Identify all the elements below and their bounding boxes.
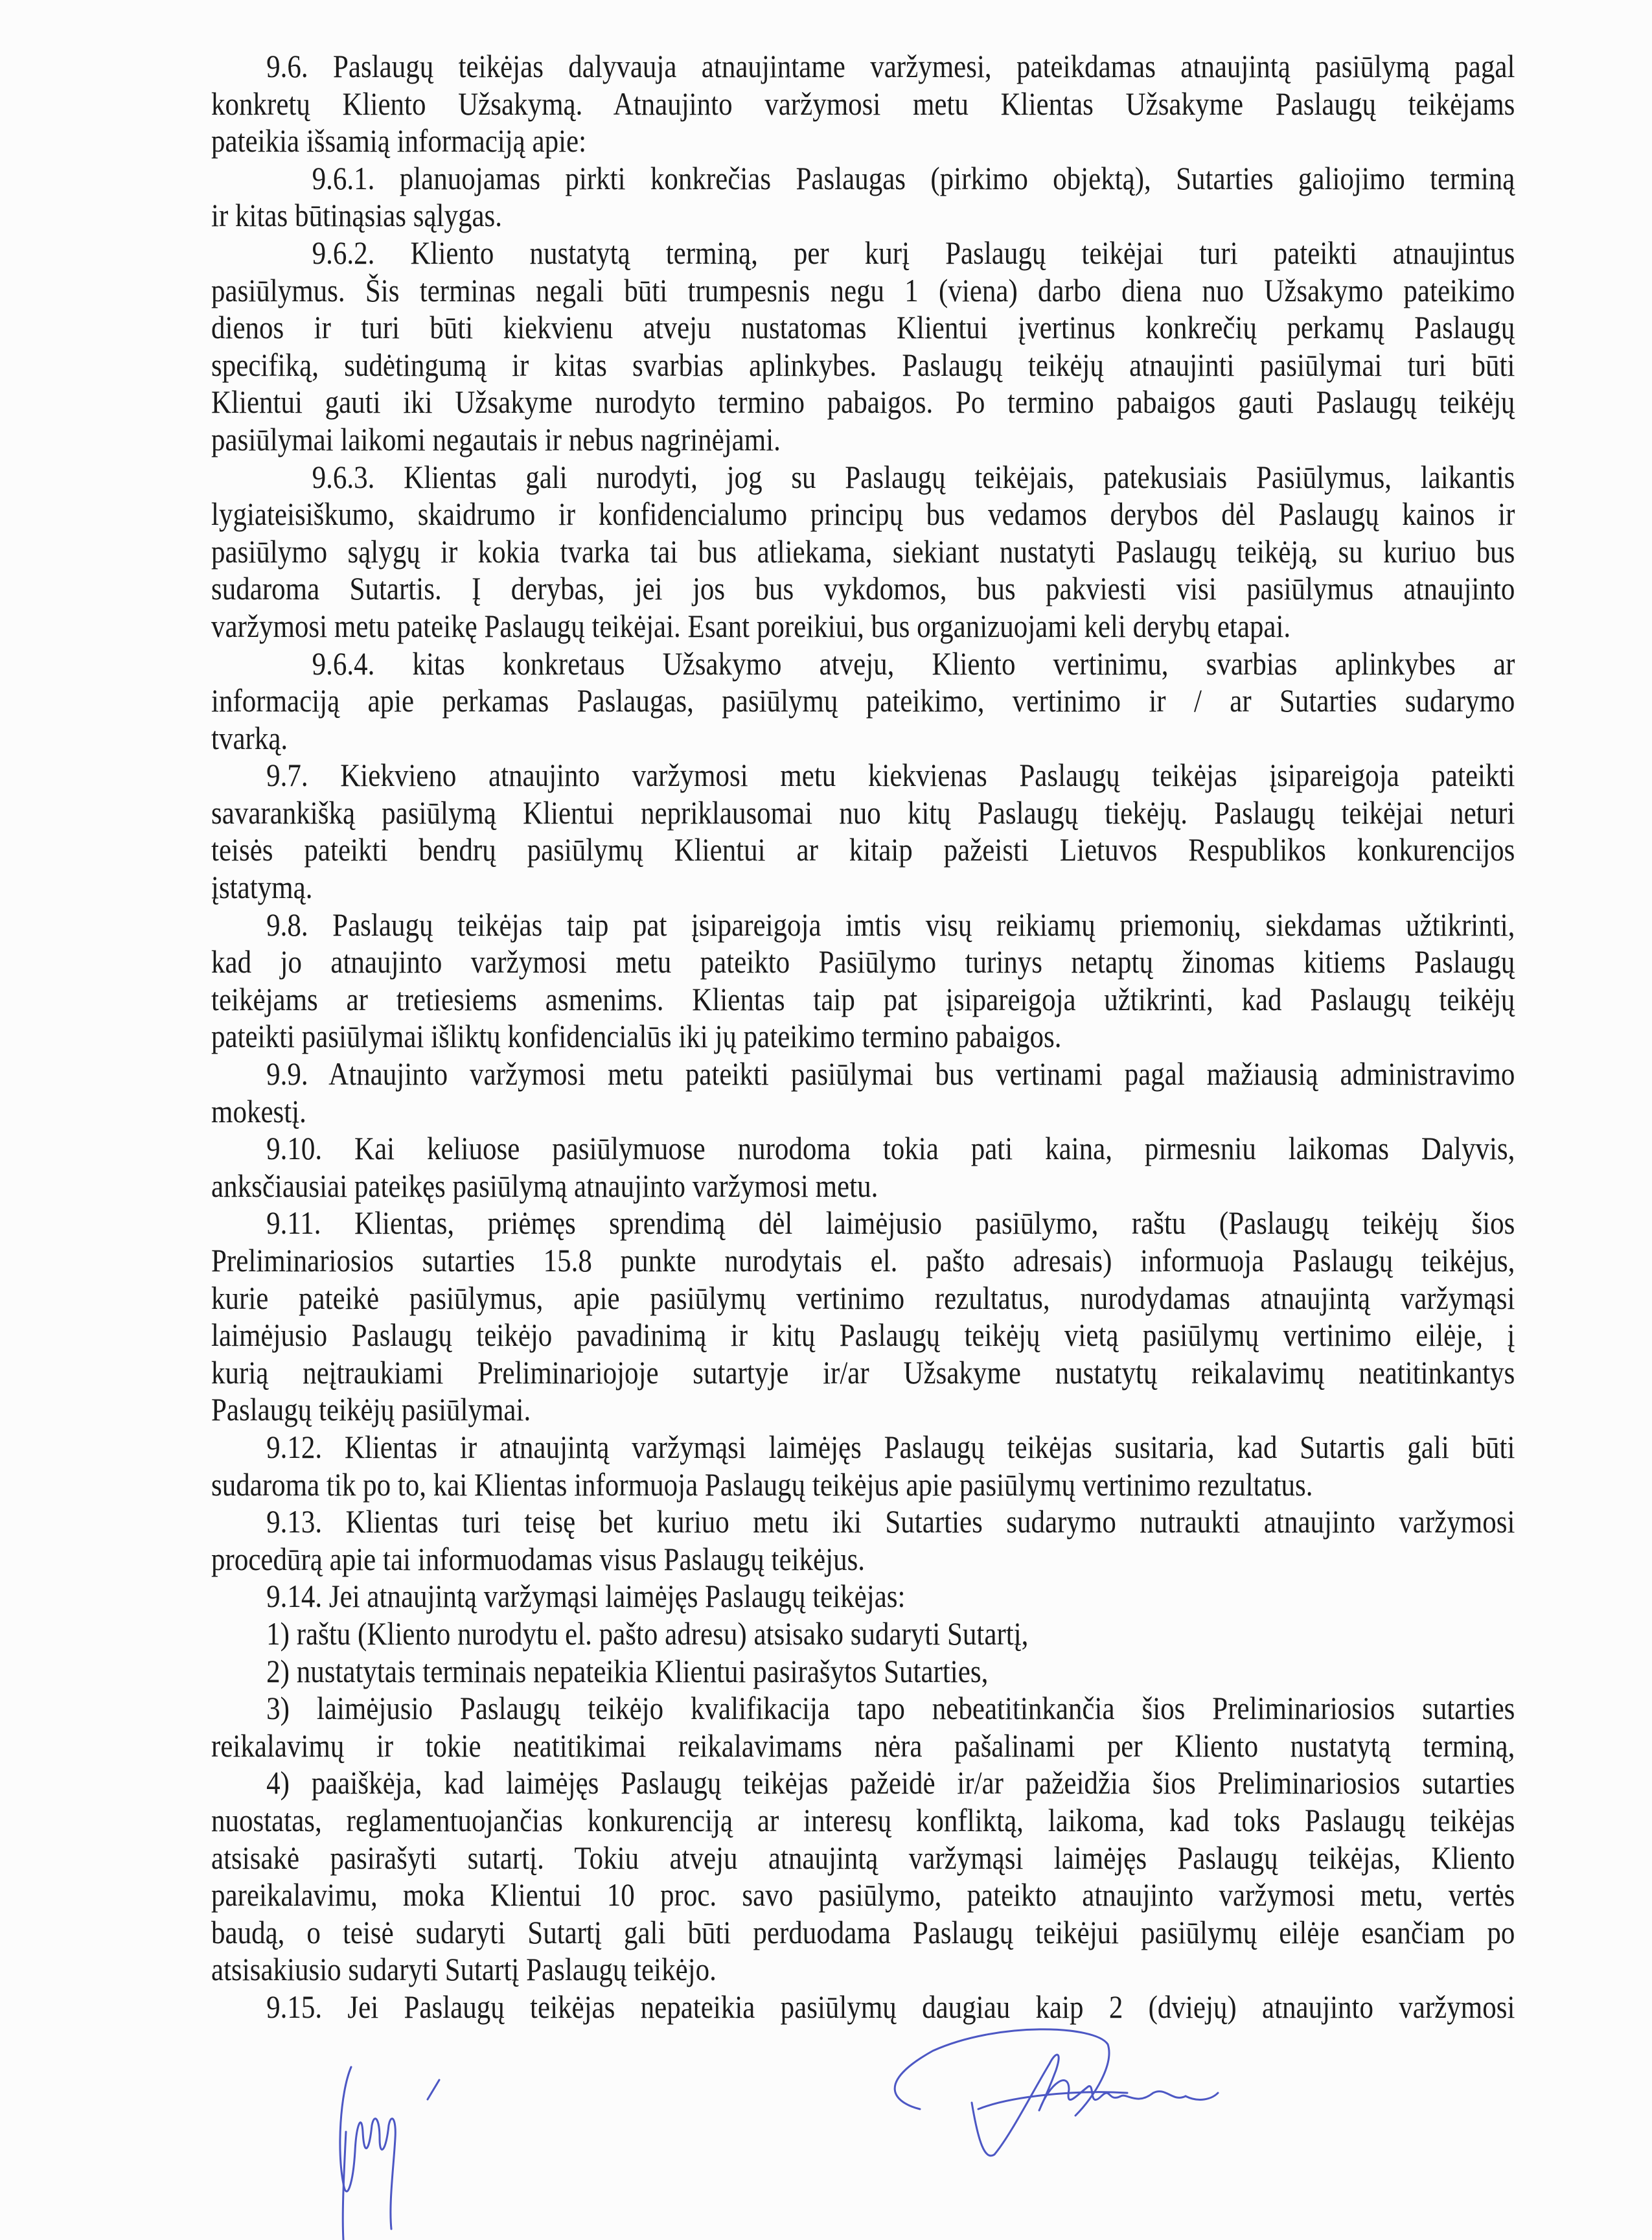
text-line: pasiūlymai laikomi negautais ir nebus nagrinėjami. xyxy=(211,421,781,457)
clause-paragraph xyxy=(211,1578,1515,1615)
text-line: laimėjusio Paslaugų teikėjo pavadinimą ir kitų Paslaugų teikėjų vietą pasiūlymų vertinimo eilėje, į xyxy=(211,1317,1515,1354)
clause-paragraph xyxy=(211,48,1515,160)
clause-paragraph xyxy=(211,1653,1515,1691)
text-line: 9.6.4. kitas konkretaus Užsakymo atveju, Kliento vertinimu, svarbias aplinkybes ar xyxy=(312,645,1515,682)
text-line: 9.12. Klientas ir atnaujintą varžymąsi laimėjęs Paslaugų teikėjas susitaria, kad Sutartis gali būti xyxy=(266,1428,1515,1465)
text-line: procedūrą apie tai informuodamas visus Paslaugų teikėjus. xyxy=(211,1540,866,1577)
text-line: tvarką. xyxy=(211,719,288,756)
text-line: 9.7. Kiekvieno atnaujinto varžymosi metu kiekvienas Paslaugų teikėjas įsipareigoja pateikti xyxy=(266,757,1515,794)
text-line: 9.13. Klientas turi teisę bet kuriuo metu iki Sutarties sudarymo nutraukti atnaujinto varžymosi xyxy=(266,1503,1515,1540)
text-line: dienos ir turi būti kiekvienu atveju nustatomas Klientui įvertinus konkrečių perkamų Paslaugų xyxy=(211,309,1515,346)
clause-paragraph xyxy=(211,1429,1515,1503)
text-line: 3) laimėjusio Paslaugų teikėjo kvalifikacija tapo nebeatitinkančia šios Preliminariosios sutarties xyxy=(266,1690,1515,1727)
clause-paragraph xyxy=(211,1764,1515,1989)
text-line: kurie pateikė pasiūlymus, apie pasiūlymų vertinimo rezultatus, nurodydamas atnaujintą varžymąsi xyxy=(211,1279,1515,1316)
text-line: konkretų Kliento Užsakymą. Atnaujinto varžymosi metu Klientas Užsakyme Paslaugų teikėjams xyxy=(211,85,1515,122)
text-line: teikėjams ar tretiesiems asmenims. Klientas taip pat įsipareigoja užtikrinti, kad Paslaugų teikėjų xyxy=(211,980,1515,1017)
text-line: atsisakiusio sudaryti Sutartį Paslaugų teikėjo. xyxy=(211,1951,717,1988)
text-line: 9.14. Jei atnaujintą varžymąsi laimėjęs Paslaugų teikėjas: xyxy=(266,1578,906,1615)
text-line: sudaroma Sutartis. Į derybas, jei jos bus vykdomos, bus pakviesti visi pasiūlymus atnaujinto xyxy=(211,570,1515,607)
text-line: ir kitas būtinąsias sąlygas. xyxy=(211,197,503,234)
signature-right-strokes xyxy=(895,2029,1218,2156)
clause-paragraph xyxy=(211,645,1515,757)
text-line: anksčiausiai pateikęs pasiūlymą atnaujinto varžymosi metu. xyxy=(211,1167,878,1204)
text-line: 9.15. Jei Paslaugų teikėjas nepateikia pasiūlymų daugiau kaip 2 (dviejų) atnaujinto varžymosi xyxy=(266,1988,1515,2025)
text-line: sudaroma tik po to, kai Klientas informuoja Paslaugų teikėjus apie pasiūlymų vertinimo rezultatus. xyxy=(211,1466,1313,1503)
text-line: reikalavimų ir tokie neatitikimai reikalavimams nėra pašalinami per Kliento nustatytą terminą, xyxy=(211,1727,1515,1764)
text-line: pasiūlymus. Šis terminas negali būti trumpesnis negu 1 (viena) darbo diena nuo Užsakymo pateikimo xyxy=(211,271,1515,308)
text-line: nuostatas, reglamentuojančias konkurenciją ar interesų konfliktą, laikoma, kad toks Paslaugų teikėjas xyxy=(211,1801,1515,1838)
text-line: Klientui gauti iki Užsakyme nurodyto termino pabaigos. Po termino pabaigos gauti Paslaugų teikėjų xyxy=(211,384,1515,421)
document-body xyxy=(211,48,1515,2026)
clause-paragraph xyxy=(211,1503,1515,1578)
clause-paragraph xyxy=(211,1056,1515,1130)
clause-paragraph xyxy=(211,1205,1515,1429)
clause-paragraph xyxy=(211,1130,1515,1205)
text-line: kurią neįtraukiami Preliminariojoje sutartyje ir/ar Užsakyme nustatytų reikalavimų neatitinkantys xyxy=(211,1354,1515,1391)
text-line: 9.6. Paslaugų teikėjas dalyvauja atnaujintame varžymesi, pateikdamas atnaujintą pasiūlymą pagal xyxy=(266,48,1515,84)
text-line: 1) raštu (Kliento nurodytu el. pašto adresu) atsisako sudaryti Sutartį, xyxy=(266,1615,1029,1652)
clause-paragraph xyxy=(211,906,1515,1056)
text-line: varžymosi metu pateikę Paslaugų teikėjai. Esant poreikiui, bus organizuojami keli derybų etapai. xyxy=(211,607,1291,644)
text-line: 9.9. Atnaujinto varžymosi metu pateikti pasiūlymai bus vertinami pagal mažiausią administravimo xyxy=(266,1056,1515,1092)
text-line: 9.11. Klientas, priėmęs sprendimą dėl laimėjusio pasiūlymo, raštu (Paslaugų teikėjų šios xyxy=(266,1205,1515,1241)
text-line: baudą, o teisė sudaryti Sutartį gali būti perduodama Paslaugų teikėjui pasiūlymų eilėje esančiam po xyxy=(211,1913,1515,1950)
clause-paragraph xyxy=(211,1615,1515,1653)
text-line: 2) nustatytais terminais nepateikia Klientui pasirašytos Sutarties, xyxy=(266,1652,989,1689)
text-line: pateikti pasiūlymai išliktų konfidencialūs iki jų pateikimo termino pabaigos. xyxy=(211,1018,1062,1055)
text-line: 9.6.3. Klientas gali nurodyti, jog su Paslaugų teikėjais, patekusiais Pasiūlymus, laikantis xyxy=(312,458,1515,495)
text-line: atsisakė pasirašyti sutartį. Tokiu atveju atnaujintą varžymąsi laimėjęs Paslaugų teikėjas, Kliento xyxy=(211,1839,1515,1876)
signature-right xyxy=(881,2025,1360,2167)
text-line: kad jo atnaujinto varžymosi metu pateikto Pasiūlymo turinys netaptų žinomas kitiems Paslaugų xyxy=(211,943,1515,980)
text-line: 9.6.2. Kliento nustatytą terminą, per kurį Paslaugų teikėjai turi pateikti atnaujintus xyxy=(312,234,1515,271)
text-line: įstatymą. xyxy=(211,869,313,906)
text-line: mokestį. xyxy=(211,1092,306,1129)
text-line: lygiateisiškumo, skaidrumo ir konfidencialumo principų bus vedamos derybos dėl Paslaugų kainos ir xyxy=(211,496,1515,533)
text-line: 9.6.1. planuojamas pirkti konkrečias Paslaugas (pirkimo objektą), Sutarties galiojimo terminą xyxy=(312,159,1515,196)
text-line: 4) paaiškėja, kad laimėjęs Paslaugų teikėjas pažeidė ir/ar pažeidžia šios Preliminariosios sutarties xyxy=(266,1764,1515,1801)
text-line: 9.8. Paslaugų teikėjas taip pat įsipareigoja imtis visų reikiamų priemonių, siekdamas užtikrinti, xyxy=(266,906,1515,943)
clause-paragraph xyxy=(211,757,1515,906)
signature-left-strokes xyxy=(340,2067,439,2240)
text-line: Preliminariosios sutarties 15.8 punkte nurodytais el. pašto adresais) informuoja Paslaugų teikėjus, xyxy=(211,1242,1515,1278)
clause-paragraph xyxy=(211,235,1515,459)
text-line: pateikia išsamią informaciją apie: xyxy=(211,122,587,159)
text-line: Paslaugų teikėjų pasiūlymai. xyxy=(211,1391,531,1428)
text-line: informaciją apie perkamas Paslaugas, pasiūlymų pateikimo, vertinimo ir / ar Sutarties sudarymo xyxy=(211,682,1515,719)
clause-paragraph xyxy=(211,1989,1515,2026)
text-line: 9.10. Kai keliuose pasiūlymuose nurodoma tokia pati kaina, pirmesniu laikomas Dalyvis, xyxy=(266,1130,1515,1167)
clause-paragraph xyxy=(211,1690,1515,1764)
clause-paragraph xyxy=(211,160,1515,235)
clause-paragraph xyxy=(211,459,1515,645)
signature-left xyxy=(324,2054,505,2240)
text-line: pasiūlymo sąlygų ir kokia tvarka tai bus atliekama, siekiant nustatyti Paslaugų teikėją, su kuriuo bus xyxy=(211,533,1515,570)
text-line: teisės pateikti bendrų pasiūlymų Klientui ar kitaip pažeisti Lietuvos Respublikos konkurencijos xyxy=(211,831,1515,868)
text-line: savarankišką pasiūlymą Klientui nepriklausomai nuo kitų Paslaugų tiekėjų. Paslaugų teikėjai neturi xyxy=(211,794,1515,831)
text-line: specifiką, sudėtingumą ir kitas svarbias aplinkybes. Paslaugų teikėjų atnaujinti pasiūlymai turi būti xyxy=(211,346,1515,383)
text-line: pareikalavimu, moka Klientui 10 proc. savo pasiūlymo, pateikto atnaujinto varžymosi metu, vertės xyxy=(211,1876,1515,1913)
